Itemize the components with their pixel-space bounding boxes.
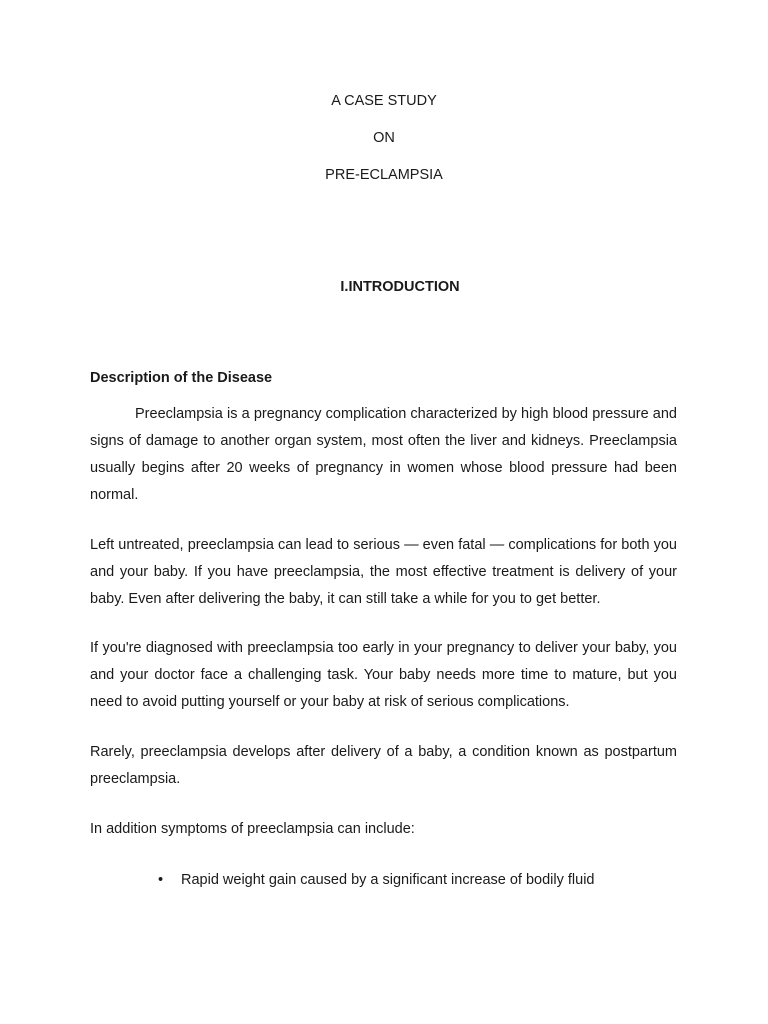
list-item	[90, 868, 677, 892]
document-title-line-3: PRE-ECLAMPSIA	[325, 167, 443, 183]
paragraph-4: Rarely, preeclampsia develops after delivery of a baby, a condition known as postpartum preeclampsia.	[90, 744, 677, 787]
subheading: Description of the Disease	[90, 370, 273, 386]
symptom-list	[90, 868, 677, 892]
paragraph-2: Left untreated, preeclampsia can lead to serious — even fatal — complications for both you and your baby. If you have preeclampsia, the most effective treatment is delivery of your baby. Even after delivering the baby, it can still take a while for you to get better.	[90, 537, 677, 607]
paragraph-3: If you're diagnosed with preeclampsia too early in your pregnancy to deliver your baby, you and your doctor face a challenging task. Your baby needs more time to mature, but you need to avoid putting yourself or your baby at risk of serious complications.	[90, 640, 677, 710]
section-heading: I.INTRODUCTION	[340, 279, 460, 295]
paragraph-5: In addition symptoms of preeclampsia can include:	[90, 821, 415, 837]
document-title-line-1: A CASE STUDY	[331, 93, 437, 109]
bullet-icon: •	[158, 872, 164, 888]
document-title-line-2: ON	[373, 130, 395, 146]
paragraph-1: Preeclampsia is a pregnancy complication characterized by high blood pressure and signs of damage to another organ system, most often the liver and kidneys. Preeclampsia usually begins after 20 weeks of pregnancy in women whose blood pressure had been normal.	[90, 406, 677, 503]
list-item-text: Rapid weight gain caused by a significant increase of bodily fluid	[181, 872, 595, 888]
